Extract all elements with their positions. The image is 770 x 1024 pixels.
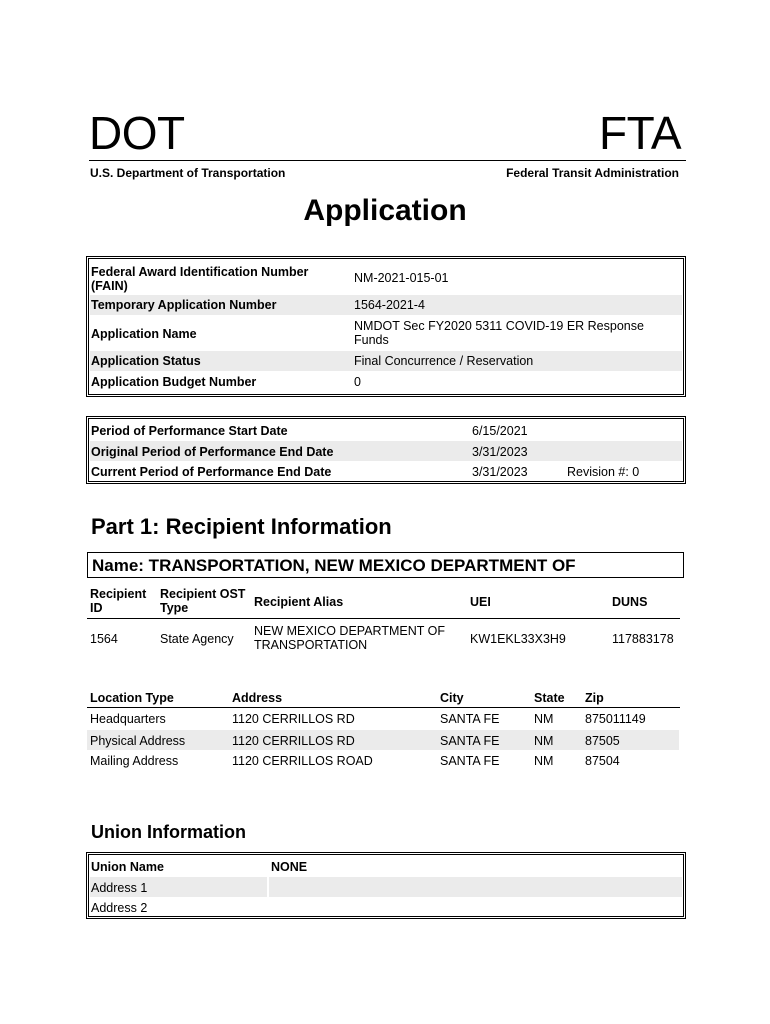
city-cell: SANTA FE xyxy=(440,734,500,748)
city-cell: SANTA FE xyxy=(440,712,500,726)
table-row xyxy=(90,877,682,897)
state-cell: NM xyxy=(534,754,554,768)
table-row xyxy=(90,420,682,440)
zip-cell: 87505 xyxy=(585,734,620,748)
pop-start-label: Period of Performance Start Date xyxy=(91,424,288,438)
budget-number-label: Application Budget Number xyxy=(91,375,257,389)
app-status-value: Final Concurrence / Reservation xyxy=(354,354,534,368)
table-row xyxy=(90,316,682,350)
temp-app-number-value: 1564-2021-4 xyxy=(354,298,425,312)
dot-subtitle: U.S. Department of Transportation xyxy=(90,166,286,180)
table-row xyxy=(90,441,682,461)
col-city: City xyxy=(440,691,464,705)
col-recipient-ost-type: Recipient OST Type xyxy=(160,587,246,615)
recipient-type-value: State Agency xyxy=(160,632,234,646)
header-rule xyxy=(87,707,680,708)
location-type-cell: Mailing Address xyxy=(90,754,179,768)
pop-original-end-value: 3/31/2023 xyxy=(472,445,528,459)
address2-label: Address 2 xyxy=(91,901,148,915)
dot-logo-text: DOT xyxy=(89,107,185,159)
union-table xyxy=(86,852,686,919)
address1-label: Address 1 xyxy=(91,881,148,895)
table-row xyxy=(90,372,682,392)
union-name-value: NONE xyxy=(271,860,308,874)
col-uei: UEI xyxy=(470,595,491,609)
table-row xyxy=(90,351,682,371)
col-duns: DUNS xyxy=(612,595,648,609)
header-divider xyxy=(89,160,686,161)
col-recipient-alias: Recipient Alias xyxy=(254,595,344,609)
fain-label: Federal Award Identification Number (FAIN) xyxy=(91,265,309,293)
recipient-id-value: 1564 xyxy=(90,632,118,646)
table-row xyxy=(90,462,682,482)
part1-heading: Part 1: Recipient Information xyxy=(91,514,392,539)
recipient-name-box: Name: TRANSPORTATION, NEW MEXICO DEPARTMENT OF xyxy=(87,552,684,578)
app-name-label: Application Name xyxy=(91,327,197,341)
revision-number: Revision #: 0 xyxy=(567,465,640,479)
recipient-alias-value: NEW MEXICO DEPARTMENT OF TRANSPORTATION xyxy=(254,624,445,652)
app-name-value: NMDOT Sec FY2020 5311 COVID-19 ER Response Funds xyxy=(354,319,644,347)
pop-current-end-label: Current Period of Performance End Date xyxy=(91,465,332,479)
location-type-cell: Headquarters xyxy=(90,712,166,726)
col-state: State xyxy=(534,691,565,705)
cell-divider xyxy=(267,877,269,897)
table-row xyxy=(90,898,682,917)
pop-start-value: 6/15/2021 xyxy=(472,424,528,438)
pop-original-end-label: Original Period of Performance End Date xyxy=(91,445,334,459)
col-location-type: Location Type xyxy=(90,691,174,705)
application-info-table xyxy=(86,256,686,397)
address-cell: 1120 CERRILLOS ROAD xyxy=(232,754,373,768)
city-cell: SANTA FE xyxy=(440,754,500,768)
fta-subtitle: Federal Transit Administration xyxy=(506,166,679,180)
temp-app-number-label: Temporary Application Number xyxy=(91,298,277,312)
pop-current-end-value: 3/31/2023 xyxy=(472,465,528,479)
address-cell: 1120 CERRILLOS RD xyxy=(232,734,355,748)
app-status-label: Application Status xyxy=(91,354,201,368)
table-row xyxy=(90,856,682,876)
state-cell: NM xyxy=(534,734,554,748)
col-recipient-id: Recipient ID xyxy=(90,587,147,615)
uei-value: KW1EKL33X3H9 xyxy=(470,632,566,646)
page-title: Application xyxy=(303,194,467,227)
location-type-cell: Physical Address xyxy=(90,734,186,748)
zip-cell: 87504 xyxy=(585,754,620,768)
union-name-label: Union Name xyxy=(91,860,164,874)
fain-value: NM-2021-015-01 xyxy=(354,271,449,285)
address-cell: 1120 CERRILLOS RD xyxy=(232,712,355,726)
fta-logo-text: FTA xyxy=(599,107,681,159)
duns-value: 117883178 xyxy=(612,632,674,646)
table-row xyxy=(90,295,682,315)
state-cell: NM xyxy=(534,712,554,726)
col-address: Address xyxy=(232,691,283,705)
budget-number-value: 0 xyxy=(354,375,361,389)
union-heading: Union Information xyxy=(91,822,246,842)
col-zip: Zip xyxy=(585,691,604,705)
performance-period-table xyxy=(86,416,686,484)
zip-cell: 875011149 xyxy=(585,712,646,726)
header-rule xyxy=(87,618,680,619)
table-row xyxy=(90,260,682,294)
